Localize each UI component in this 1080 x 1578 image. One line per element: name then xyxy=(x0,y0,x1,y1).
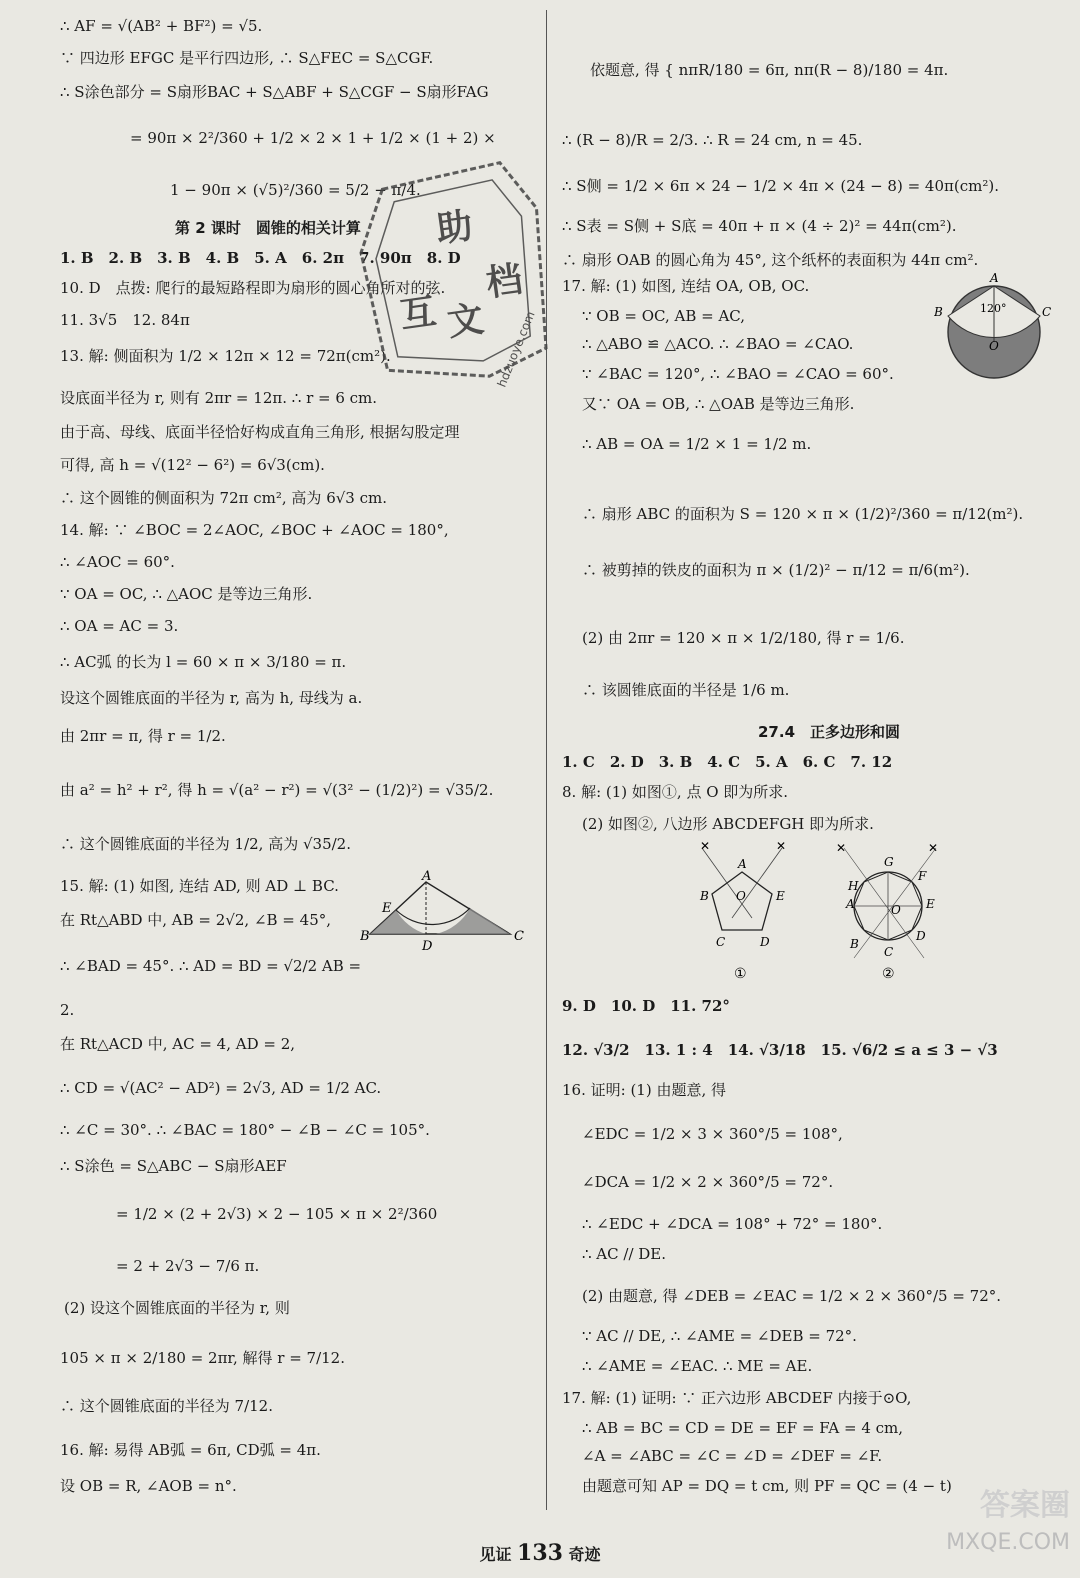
corner-watermark-url: MXQE.COM xyxy=(946,1530,1070,1555)
line: ∴ S侧 = 1/2 × 6π × 24 − 1/2 × 4π × (24 − 8) = 40π(cm²). xyxy=(562,177,999,195)
solution-line: ∠EDC = 1/2 × 3 × 360°/5 = 108°, xyxy=(582,1125,843,1143)
solution-line: 设底面半径为 r, 则有 2πr = 12π. ∴ r = 6 cm. xyxy=(60,389,378,407)
label-D: D xyxy=(760,935,770,949)
line: ∴ AF = √(AB² + BF²) = √5. xyxy=(60,17,263,35)
line: 依题意, 得 { nπR/180 = 6π, nπ(R − 8)/180 = 4π. xyxy=(590,61,949,79)
solution-line: ∴ CD = √(AC² − AD²) = 2√3, AD = 1/2 AC. xyxy=(60,1079,382,1097)
svg-text:✕: ✕ xyxy=(776,839,787,853)
solution-line: 可得, 高 h = √(12² − 6²) = 6√3(cm). xyxy=(60,456,325,474)
label-O: O xyxy=(989,339,999,353)
solution-line: 105 × π × 2/180 = 2πr, 解得 r = 7/12. xyxy=(60,1349,345,1367)
line: ∴ 扇形 OAB 的圆心角为 45°, 这个纸杯的表面积为 44π cm². xyxy=(562,251,979,269)
label-A: A xyxy=(738,857,747,871)
solution-line: ∴ ∠C = 30°. ∴ ∠BAC = 180° − ∠B − ∠C = 105°. xyxy=(60,1121,430,1139)
solution-line: 2. xyxy=(60,1001,75,1019)
corner-watermark: 答案圈 xyxy=(980,1488,1070,1523)
pentagon-figure xyxy=(682,838,802,988)
footer-suffix: 奇迹 xyxy=(568,1545,601,1564)
solution-line: ∴ AC // DE. xyxy=(582,1245,667,1263)
stamp-char: 档 xyxy=(483,258,526,305)
solution-line: ∴ AB = BC = CD = DE = EF = FA = 4 cm, xyxy=(582,1419,904,1437)
label-O: O xyxy=(736,889,746,903)
solution-line: ∵ AC // DE, ∴ ∠AME = ∠DEB = 72°. xyxy=(582,1327,857,1345)
line: ∴ S表 = S侧 + S底 = 40π + π × (4 ÷ 2)² = 44π(cm²). xyxy=(562,217,957,235)
page-footer xyxy=(0,1540,1080,1566)
label-A: A xyxy=(422,869,432,884)
svg-text:✕: ✕ xyxy=(836,841,847,855)
solution-line: 8. 解: (1) 如图①, 点 O 即为所求. xyxy=(562,783,789,801)
solution-line: 13. 解: 侧面积为 1/2 × 12π × 12 = 72π(cm²). xyxy=(60,347,391,365)
sector-circle-figure xyxy=(934,272,1054,388)
solution-line: ∠A = ∠ABC = ∠C = ∠D = ∠DEF = ∠F. xyxy=(582,1447,883,1465)
solution-line: 由 a² = h² + r², 得 h = √(a² − r²) = √(3² − (1/2)²) = √35/2. xyxy=(60,781,494,799)
solution-line: 17. 解: (1) 证明: ∵ 正六边形 ABCDEF 内接于⊙O, xyxy=(562,1389,912,1407)
solution-line: (2) 由题意, 得 ∠DEB = ∠EAC = 1/2 × 2 × 360°/5 = 72°. xyxy=(582,1287,1002,1305)
solution-line: = 1/2 × (2 + 2√3) × 2 − 105 × π × 2²/360 xyxy=(116,1205,438,1223)
line: ∴ 扇形 ABC 的面积为 S = 120 × π × (1/2)²/360 = π/12(m²). xyxy=(582,505,1024,523)
solution-line: ∴ ∠EDC + ∠DCA = 108° + 72° = 180°. xyxy=(582,1215,883,1233)
solution-line: 设这个圆锥底面的半径为 r, 高为 h, 母线为 a. xyxy=(60,689,363,707)
solution-line: (2) 设这个圆锥底面的半径为 r, 则 xyxy=(64,1299,290,1317)
answer-line: 1. C 2. D 3. B 4. C 5. A 6. C 7. 12 xyxy=(562,753,893,771)
solution-line: 14. 解: ∵ ∠BOC = 2∠AOC, ∠BOC + ∠AOC = 180°, xyxy=(60,521,449,539)
stamp-char: 助 xyxy=(433,205,476,251)
solution-line: 16. 解: 易得 AB弧 = 6π, CD弧 = 4π. xyxy=(60,1441,321,1459)
label-C: C xyxy=(1042,305,1052,319)
octagon-figure xyxy=(824,838,954,988)
solution-line: 在 Rt△ACD 中, AC = 4, AD = 2, xyxy=(60,1035,296,1053)
line: 17. 解: (1) 如图, 连结 OA, OB, OC. xyxy=(562,277,810,295)
solution-line: ∴ 这个圆锥底面的半径为 1/2, 高为 √35/2. xyxy=(60,835,351,853)
label-C: C xyxy=(514,929,524,944)
label-C: C xyxy=(716,935,726,949)
solution-line: ∴ ∠BAD = 45°. ∴ AD = BD = √2/2 AB = xyxy=(60,957,362,975)
label-E: E xyxy=(382,901,392,916)
line: 1 − 90π × (√5)²/360 = 5/2 − π/4. xyxy=(170,181,421,199)
solution-line: ∴ OA = AC = 3. xyxy=(60,617,179,635)
solution-line: (2) 如图②, 八边形 ABCDEFGH 即为所求. xyxy=(582,815,874,833)
line: ∵ OB = OC, AB = AC, xyxy=(582,307,746,325)
solution-line: 设 OB = R, ∠AOB = n°. xyxy=(60,1477,237,1495)
label-G: G xyxy=(884,855,894,869)
label-E: E xyxy=(776,889,785,903)
line: ∴ △ABO ≌ △ACO. ∴ ∠BAO = ∠CAO. xyxy=(582,335,854,353)
solution-line: ∴ 这个圆锥的侧面积为 72π cm², 高为 6√3 cm. xyxy=(60,489,387,507)
stamp-char: 互 xyxy=(397,291,439,337)
line: ∴ AB = OA = 1/2 × 1 = 1/2 m. xyxy=(582,435,812,453)
solution-line: 由题意可知 AP = DQ = t cm, 则 PF = QC = (4 − t) xyxy=(582,1477,952,1495)
figure-caption: ① xyxy=(734,966,747,982)
line: 又∵ OA = OB, ∴ △OAB 是等边三角形. xyxy=(582,395,855,413)
label-A: A xyxy=(990,272,999,285)
svg-text:✕: ✕ xyxy=(700,839,711,853)
solution-line: 由于高、母线、底面半径恰好构成直角三角形, 根据勾股定理 xyxy=(60,423,460,441)
line: ∴ 该圆锥底面的半径是 1/6 m. xyxy=(582,681,790,699)
solution-line: ∵ OA = OC, ∴ △AOC 是等边三角形. xyxy=(60,585,313,603)
solution-line: 15. 解: (1) 如图, 连结 AD, 则 AD ⊥ BC. xyxy=(60,877,339,895)
label-H: H xyxy=(848,879,859,893)
label-D: D xyxy=(916,929,926,943)
line: ∵ ∠BAC = 120°, ∴ ∠BAO = ∠CAO = 60°. xyxy=(582,365,894,383)
stamp-char: 文 xyxy=(444,298,487,345)
label-B: B xyxy=(700,889,709,903)
triangle-figure xyxy=(360,868,530,958)
line: ∴ 被剪掉的铁皮的面积为 π × (1/2)² − π/12 = π/6(m²). xyxy=(582,561,970,579)
solution-line: = 2 + 2√3 − 7/6 π. xyxy=(116,1257,260,1275)
answer-line: 12. √3/2 13. 1 : 4 14. √3/18 15. √6/2 ≤ a ≤ 3 − √3 xyxy=(562,1041,998,1059)
label-A: A xyxy=(846,897,855,911)
answer-line: 11. 3√5 12. 84π xyxy=(60,311,190,329)
solution-line: ∴ 这个圆锥底面的半径为 7/12. xyxy=(60,1397,273,1415)
line: (2) 由 2πr = 120 × π × 1/2/180, 得 r = 1/6. xyxy=(582,629,905,647)
label-O: O xyxy=(891,903,901,917)
solution-line: ∴ ∠AOC = 60°. xyxy=(60,553,175,571)
answer-line: 1. B 2. B 3. B 4. B 5. A 6. 2π 7. 90π 8. D xyxy=(60,249,461,267)
answer-line: 9. D 10. D 11. 72° xyxy=(562,997,730,1015)
section-heading: 27.4 正多边形和圆 xyxy=(758,723,901,741)
section-heading: 第 2 课时 圆锥的相关计算 xyxy=(175,219,361,237)
label-C: C xyxy=(884,945,894,959)
stamp-watermark xyxy=(340,147,570,403)
solution-line: ∴ S涂色 = S△ABC − S扇形AEF xyxy=(60,1157,287,1175)
label-E: E xyxy=(926,897,935,911)
label-B: B xyxy=(850,937,859,951)
line: = 90π × 2²/360 + 1/2 × 2 × 1 + 1/2 × (1 + 2) × xyxy=(130,129,496,147)
angle-label: 120° xyxy=(980,302,1007,315)
answer-line: 10. D 点拨: 爬行的最短路程即为扇形的圆心角所对的弦. xyxy=(60,279,446,297)
label-D: D xyxy=(422,939,433,954)
label-B: B xyxy=(360,929,370,944)
label-F: F xyxy=(918,869,927,883)
label-B: B xyxy=(934,305,943,319)
line: ∴ S涂色部分 = S扇形BAC + S△ABF + S△CGF − S扇形FAG xyxy=(60,83,489,101)
line: ∴ (R − 8)/R = 2/3. ∴ R = 24 cm, n = 45. xyxy=(562,131,863,149)
solution-line: 由 2πr = π, 得 r = 1/2. xyxy=(60,727,226,745)
solution-line: ∠DCA = 1/2 × 2 × 360°/5 = 72°. xyxy=(582,1173,834,1191)
solution-line: 16. 证明: (1) 由题意, 得 xyxy=(562,1081,726,1099)
right-column xyxy=(562,0,1062,1518)
solution-line: ∴ ∠AME = ∠EAC. ∴ ME = AE. xyxy=(582,1357,813,1375)
page-number: 133 xyxy=(517,1540,563,1566)
solution-line: ∴ AC弧 的长为 l = 60 × π × 3/180 = π. xyxy=(60,653,347,671)
footer-prefix: 见证 xyxy=(479,1545,512,1564)
line: ∵ 四边形 EFGC 是平行四边形, ∴ S△FEC = S△CGF. xyxy=(60,49,434,67)
stamp-url: hdzuoye.com xyxy=(494,309,538,390)
figure-caption: ② xyxy=(882,966,895,982)
svg-text:✕: ✕ xyxy=(928,841,939,855)
solution-line: 在 Rt△ABD 中, AB = 2√2, ∠B = 45°, xyxy=(60,911,332,929)
